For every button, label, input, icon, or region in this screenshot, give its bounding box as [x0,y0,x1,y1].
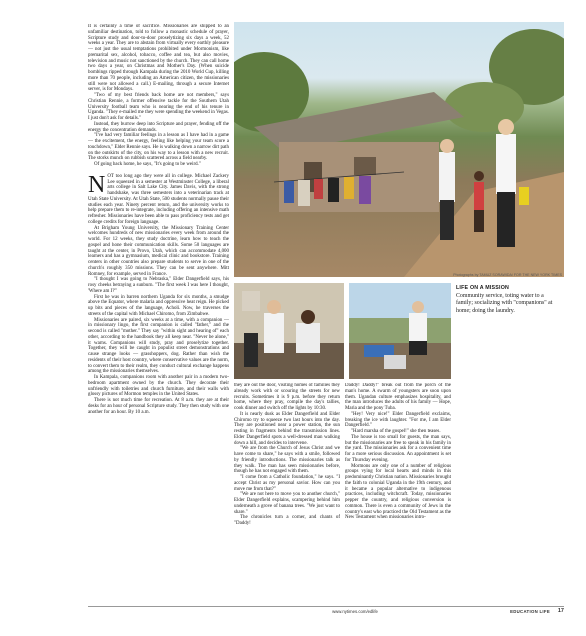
paragraph: It is nearly dusk as Elder Dangerfield and Elder Chiromo try to squeeze two last hours into the day. They are positioned near a power station, the sun resting in fragments behind the transmission lines. Elder Dangerfield spots a well-dressed man walking down a hill, and decides to intervene. [234,411,340,446]
paragraph: In Kampala, companions room with another pair in a modern two-bedroom apartment owned by the church. They decorate their unfriendly with toiletries and church furniture, and their walls with glossy pictures of Mormon temples in the United States. [88,375,229,398]
paragraph: Mormons are only one of a number of religious groups vying for local hearts and minds in this predominantly Christian nation. Missionaries brought the faith to colonial Uganda in the 19th century, and it became a popular alternative to indigenous practices, including witchcraft. Today, missionaries pepper the country, and religious conversion is common. There is even a community of Jews in the country's east who practiced the Old Testament as the New Testament when missionaries intro- [345,463,451,521]
paragraph: The house is too small for guests, the man says, but the missionaries are free to speak in his family in the yard. The missionaries ask for a convenient time for a more serious discussion. An appointment is set for Thursday evening. [345,434,451,463]
paragraph: "Hard marsha of the gospel!" she then teases. [351,429,441,434]
paragraph: At Brigham Young University, the Missionary Training Center welcomes hundreds of new missionaries every week from around the world. For 12 weeks, they study doctrine, learn how to teach the gospel and hone their communication skills. Some 50 languages are taught at the center, in Provo, Utah, which can accommodate 4,000 learners and has a gymnasium, medical clinic and bookstore. Training centers in other countries also prepare students to serve in one of the church's roughly 350 missions. They can be sent anywhere. Mitt Romney, for example, served in France. [88,225,229,277]
paragraph: Daddy! Daddy!" break out from the porch of the man's home. A swarm of youngsters are soon upon them. Ugandan culture emphasizes hospitality, and the man introduces the adults of his family — Hope, Maria and the pony Tuba. [345,383,451,411]
footer-url: www.nytimes.com/edlife [332,609,378,614]
photo-caption [456,285,562,315]
paragraph: Missionaries are paired, six weeks at a time, with a companion — in missionary lingo, the first companion is called "father," and the second is called "mother." They say "within sight and hearing of" each other, according to the handbook they all keep near. "Never be alone," it warns. Companions will study, pray and proselytize together. Together, they will be caught in populist street demonstrations and cause strange looks — grasshoppers, dog. Rather than wish the residents of their host country, where conservative values are the norm, to convert them to their realm, they conduct cultural exchange happens among the missionaries themselves. [88,317,229,375]
paragraph: The chronicles turn a corner, and chants of "Daddy! [234,515,340,526]
drop-cap: N [88,171,106,198]
article-column-bottom-1 [234,383,340,601]
paragraph: "Two of my best friends back home are not members," says Christian Rennie, a former offensive tackle for the Southern Utah University football team who is nearing the end of his tenure in Uganda. "They e-mailed me they were spending the weekend in Vegas. I just don't ask for details." [88,93,229,121]
photo-illustration [234,283,344,379]
paragraph-text: OT too long ago they were all in college. Michael Zackery Lee squeezed in a semester at Westminster College, a liberal arts college in Salt Lake City. James Davis, with the strong handshake, was three semesters into a veterinarian track at Utah State University. At Utah State, 500 students normally pause their studies each year. Ninety percent return, and the university works to help prepare them to re-integrate, including offering an intensive math refresher. Missionaries have been able to pass proficiency tests and get college credits for foreign language. [88,173,229,225]
paragraph: There is not much time for recreation. At 8 a.m. they are at their desks for an hour of personal Scripture study. They then study with one another for an hour. By 10 a.m. [88,398,229,415]
photo-doing-laundry [349,283,451,379]
article-column-bottom-2 [345,383,451,601]
footer-divider [88,606,564,607]
photo-illustration [349,283,451,379]
paragraph: "Hey! Very nice!" Elder Dangerfield exclaims, breaking the ice with laughter. "For me, I am Elder Dangerfield." [345,411,451,429]
caption-body: Community service, toting water to a family; socializing with "companions" at home; doing the laundry. [456,293,553,314]
caption-heading: LIFE ON A MISSION [456,285,510,291]
photo-companions-at-home [234,283,344,379]
paragraph: "I come from a Catholic foundation," he says. "I accept Christ as my personal savior. How can you move me from that?" [234,475,340,492]
main-photo-community-service [234,22,564,277]
paragraph: "We are from the Church of Jesus Christ and we have come to share," he says with a smile, followed by friendly introductions. The missionaries talk as they walk. The man has seen missionaries before, though he has not engaged with them. [234,446,340,475]
paragraph: "I've had very familiar feelings in a lesson as I have had in a game — the excitement, the energy, feeling like helping your team score a touchdown," Elder Rennie says. He is walking down a narrow dirt path on the outskirts of the city, on his way to a lesson with a new recruit. The storks munch on rubbish scattered across a field nearby. [88,133,229,162]
paragraph: It is certainly a time of sacrifice. Missionaries are shipped to an unfamiliar destination, told to follow a monastic schedule of prayer, Scripture study and door-to-door proselytizing six days a week, 52 weeks a year. They are to abstain from virtually every earthly pleasure — not just the usual temptations prohibited under Mormonism, like premarital sex, alcohol, tobacco, coffee and tea, but also movies, television and music not sanctioned by the church. They can call home two days a year, on Christmas and Mother's Day. (When suicide bombings ripped through Kampala during the 2010 World Cup, killing more than 70 people, including an American citizen, the missionaries still were not allowed a call.) E-mailing, through a secure Internet server, is for Mondays. [88,24,229,93]
paragraph: First he was in barren northern Uganda for six months, a smudge above the Equator, where malaria and oppressive heat reign. He picked up bits and pieces of the language, Acholi. Now, he traverses the streets of the capital with Michael Chiromo, from Zimbabwe. [88,294,229,317]
paragraph: Instead, they burrow deep into Scripture and prayer, fending off the energy the concentration demands. [88,121,229,133]
paragraph: "We are not here to move you to another church," Elder Dangerfield explains, scampering behind him underneath a grove of banana trees. "We just want to share." [234,492,340,515]
paragraph: "I thought I was going to Nebraska," Elder Dangerfield says, his rosy cheeks betraying a sunburn. "The first week I was here I thought, 'Where am I?'" [88,277,229,294]
paragraph: they are out the door, visiting homes of families they already work with or scouring the streets for new recruits. Sometimes it is 9 p.m. before they return home, where they pray, compile the day's tallies, cook dinner and switch off the lights by 10:30. [234,383,340,411]
footer-section-name: EDUCATION LIFE [510,609,550,614]
photo-illustration [234,22,564,277]
photo-credit: Photographs by TAMUZ SORAWIDA/ FOR THE NEW YORK TIMES [453,273,562,277]
article-column-left [88,24,229,602]
page-number: 17 [557,608,564,614]
dropcap-paragraph [88,171,229,226]
paragraph: Of going back home, he says, "It's going to be weird." [94,162,201,167]
